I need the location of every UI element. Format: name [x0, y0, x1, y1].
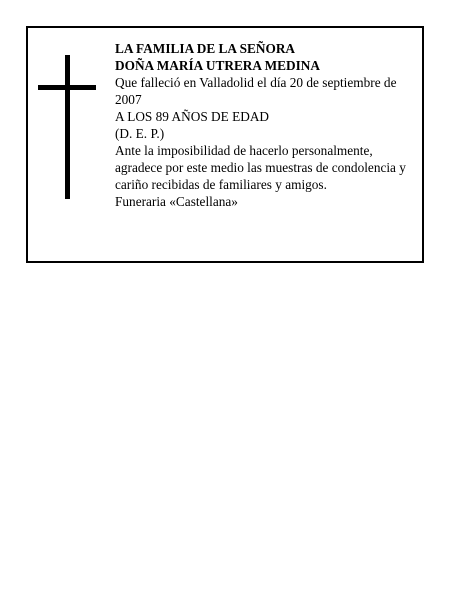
notice-age: A LOS 89 AÑOS DE EDAD: [115, 109, 270, 124]
obituary-notice: [26, 26, 424, 263]
notice-death-info: Que falleció en Valladolid el día 20 de septiembre de 2007: [115, 75, 397, 107]
cross-horizontal-bar: [38, 85, 96, 90]
notice-rip: (D. E. P.): [115, 126, 165, 141]
notice-text: [115, 40, 419, 210]
cross-icon: [38, 55, 96, 199]
notice-heading-name: DOÑA MARÍA UTRERA MEDINA: [115, 58, 321, 73]
cross-vertical-bar: [65, 55, 70, 199]
notice-gratitude: Ante la imposibilidad de hacerlo personalmente, agradece por este medio las muestras de condolencia y cariño recibidas de familiares y amigos.: [115, 143, 406, 192]
notice-funeral-home: Funeraria «Castellana»: [115, 194, 238, 209]
notice-heading-family: LA FAMILIA DE LA SEÑORA: [115, 41, 296, 56]
